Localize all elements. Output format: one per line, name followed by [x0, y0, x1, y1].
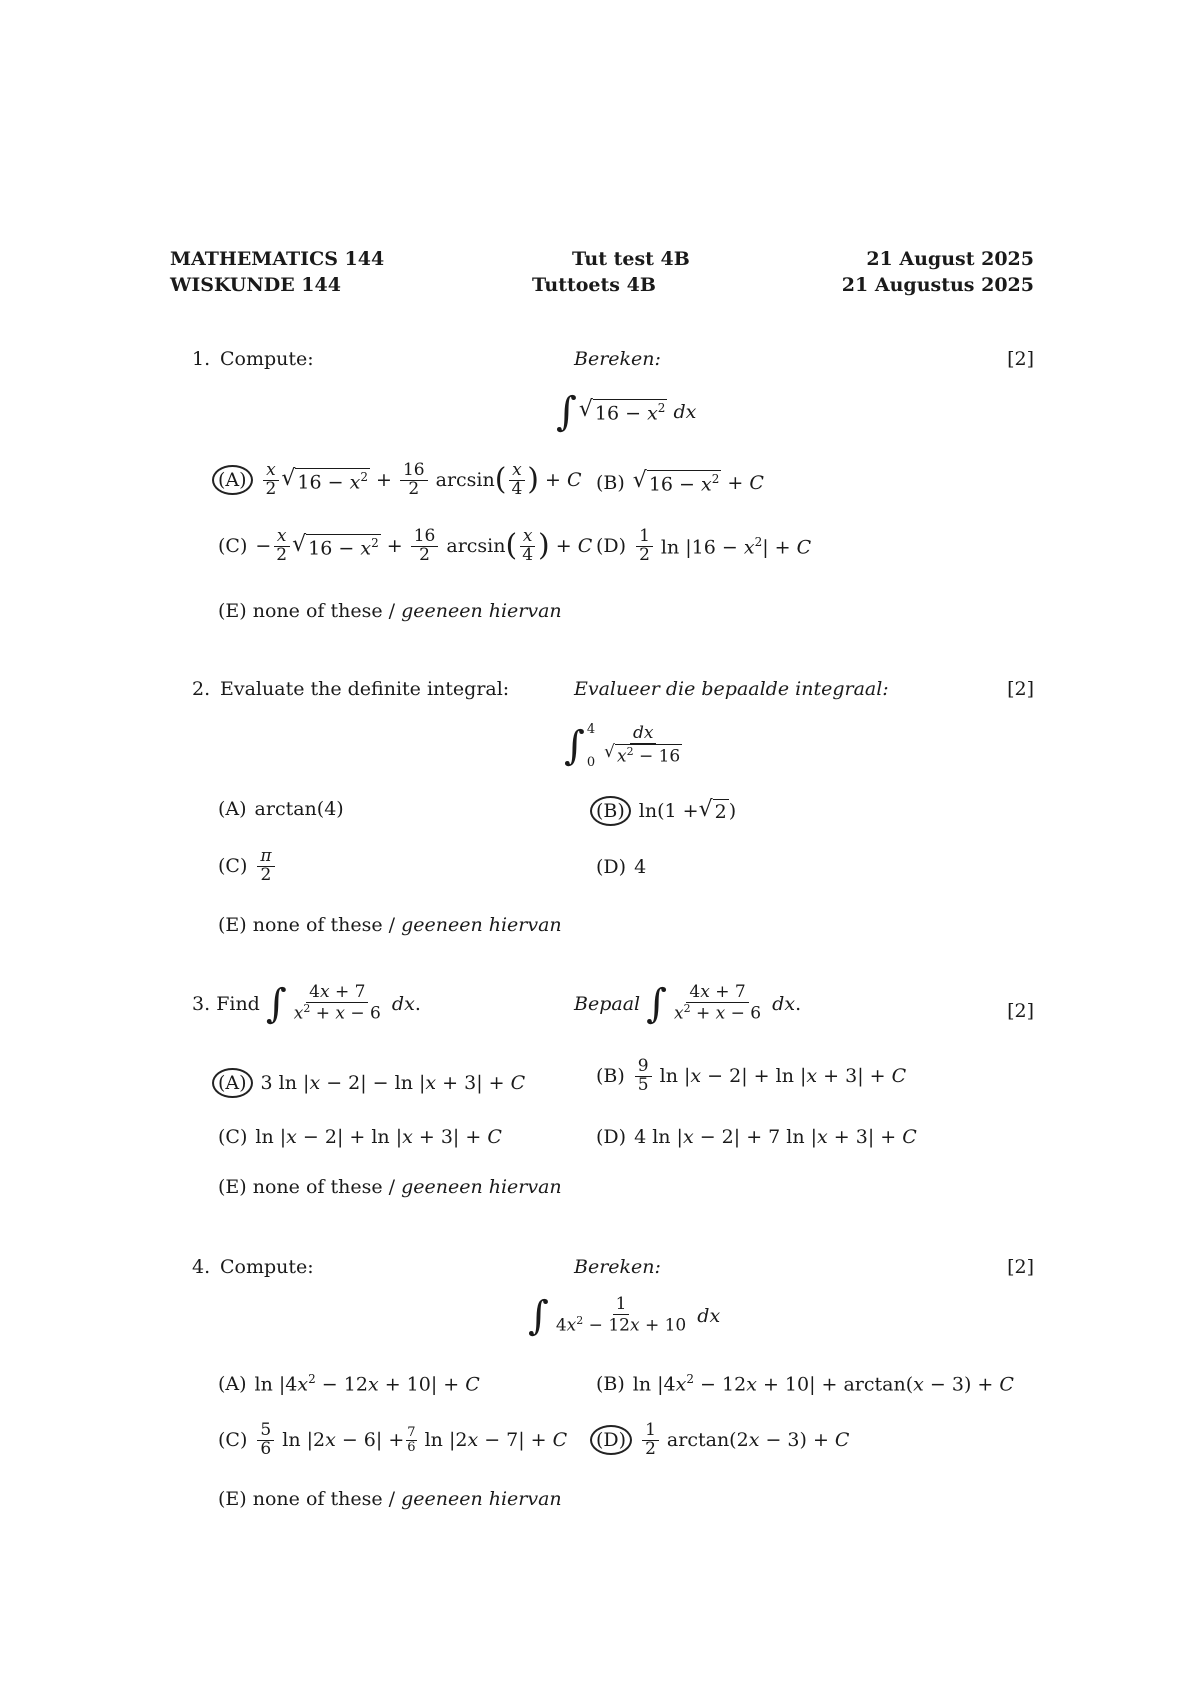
option-label: (C) — [218, 535, 248, 558]
integral-expression: ∫ 4 0 dx √ $x^2 - 16$ — [564, 722, 681, 770]
option-b[interactable]: (B) ln(1 + √ 2 ) — [596, 796, 736, 826]
option-c[interactable]: (C) − $\frac{x}{2}$ √ $16 - x^2$ + $\frac{16}{2}$ arcsin ( $\frac{x}{4}$ ) + C — [218, 526, 593, 565]
option-text-en: none of these / — [252, 914, 396, 936]
option-label: (C) — [218, 1429, 248, 1452]
option-text: 4 — [634, 856, 647, 878]
option-label: (E) — [218, 1488, 247, 1510]
test-title-en: Tut test 4B — [572, 248, 690, 270]
question-number: 1. — [192, 348, 211, 370]
option-label: (E) — [218, 1176, 247, 1198]
option-d[interactable]: (D) $\frac{1}{2}$ $\ln |16 - x^2| + C$ — [596, 526, 812, 565]
option-c[interactable]: (C) ln |x − 2| + ln |x + 3| + C — [218, 1126, 502, 1148]
option-a[interactable] — [218, 798, 344, 820]
marks: [2] — [1007, 1256, 1034, 1278]
question-number: 3. — [192, 993, 211, 1015]
option-a[interactable]: (A) $\frac{x}{2}$ √ $16 - x^2$ + $\frac{16}{2}$ arcsin ( $\frac{x}{4}$ ) + C — [218, 462, 582, 499]
question-prompt-en: Find — [216, 993, 260, 1015]
question-prompt-en: Compute: — [220, 1256, 314, 1278]
option-b[interactable]: (B) $\ln |4x^2 - 12x + 10| + \arctan(x - 3) + C$ — [596, 1372, 1014, 1396]
option-c[interactable]: (C) $\frac{\pi}{2}$ — [218, 848, 277, 885]
option-label: (B) — [596, 471, 625, 494]
option-text-en: none of these / — [252, 1488, 396, 1510]
option-e[interactable] — [218, 600, 562, 622]
question-prompt-en: Evaluate the definite integral: — [220, 678, 510, 700]
integral-expression: ∫ $\frac{1}{4x^2 - 12x + 10}$ dx — [528, 1293, 721, 1339]
question-number: 2. — [192, 678, 211, 700]
option-label: (A) — [218, 798, 247, 820]
course-title-af: WISKUNDE 144 — [170, 274, 341, 296]
option-label: (B) — [596, 1372, 625, 1395]
option-label: (E) — [218, 914, 247, 936]
option-b[interactable]: (B) √ $16 - x^2$ + C — [596, 468, 764, 496]
question-number: 4. — [192, 1256, 211, 1278]
course-title-en: MATHEMATICS 144 — [170, 248, 385, 270]
option-c[interactable]: (C) $\frac{5}{6}$ ln |2x − 6| + $\frac{7}{6}$ ln |2x − 7| + C — [218, 1420, 568, 1459]
question-prompt-af: Evalueer die bepaalde integraal: — [574, 678, 889, 700]
test-title-af: Tuttoets 4B — [532, 274, 656, 296]
option-e[interactable] — [218, 914, 562, 936]
marks: [2] — [1007, 678, 1034, 700]
option-text-af: geeneen hiervan — [401, 600, 562, 622]
option-label: (C) — [218, 855, 248, 878]
question-prompt-af: Bepaal — [574, 993, 641, 1015]
option-label: (D) — [596, 856, 627, 878]
option-b[interactable]: (B) $\frac{9}{5}$ ln |x − 2| + ln |x + 3| + C — [596, 1056, 907, 1095]
option-label: (D) — [596, 535, 627, 558]
option-label: (A) — [218, 1372, 247, 1395]
question-prompt-en: Compute: — [220, 348, 314, 370]
marks: [2] — [1007, 348, 1034, 370]
question-line-en: 3. Find ∫ $\frac{4x + 7}{x^2 + x - 6}$ dx. — [192, 981, 421, 1027]
option-e[interactable] — [218, 1176, 562, 1198]
marks: [2] — [1007, 1000, 1034, 1022]
question-line-af: Bepaal ∫ $\frac{4x + 7}{x^2 + x - 6}$ dx. — [574, 981, 802, 1027]
option-label: (C) — [218, 1126, 248, 1148]
option-text-af: geeneen hiervan — [401, 914, 562, 936]
question-prompt-af: Bereken: — [574, 348, 661, 370]
option-a[interactable]: (A) $\ln |4x^2 - 12x + 10| + C$ — [218, 1372, 480, 1396]
option-d[interactable]: (D) 4 ln |x − 2| + 7 ln |x + 3| + C — [596, 1126, 917, 1148]
option-text-en: none of these / — [252, 600, 396, 622]
option-label: (E) — [218, 600, 247, 622]
option-text-af: geeneen hiervan — [401, 1488, 562, 1510]
option-d[interactable]: (D) $\frac{1}{2}$ arctan(2x − 3) + C — [596, 1422, 849, 1459]
option-a[interactable]: (A) 3 ln |x − 2| − ln |x + 3| + C — [218, 1068, 525, 1098]
option-label: (A) — [212, 465, 253, 495]
option-text: arctan(4) — [254, 798, 344, 820]
option-e[interactable] — [218, 1488, 562, 1510]
date-en: 21 August 2025 — [866, 248, 1034, 270]
option-d[interactable] — [596, 856, 646, 878]
option-text-en: none of these / — [252, 1176, 396, 1198]
date-af: 21 Augustus 2025 — [841, 274, 1034, 296]
option-label: (D) — [590, 1425, 632, 1455]
option-text-af: geeneen hiervan — [401, 1176, 562, 1198]
option-label: (D) — [596, 1126, 627, 1148]
option-label: (B) — [590, 796, 631, 826]
question-prompt-af: Bereken: — [574, 1256, 661, 1278]
option-label: (A) — [212, 1068, 253, 1098]
option-label: (B) — [596, 1065, 625, 1088]
integral-expression: ∫ √ $16 - x^2$ dx — [556, 389, 697, 435]
